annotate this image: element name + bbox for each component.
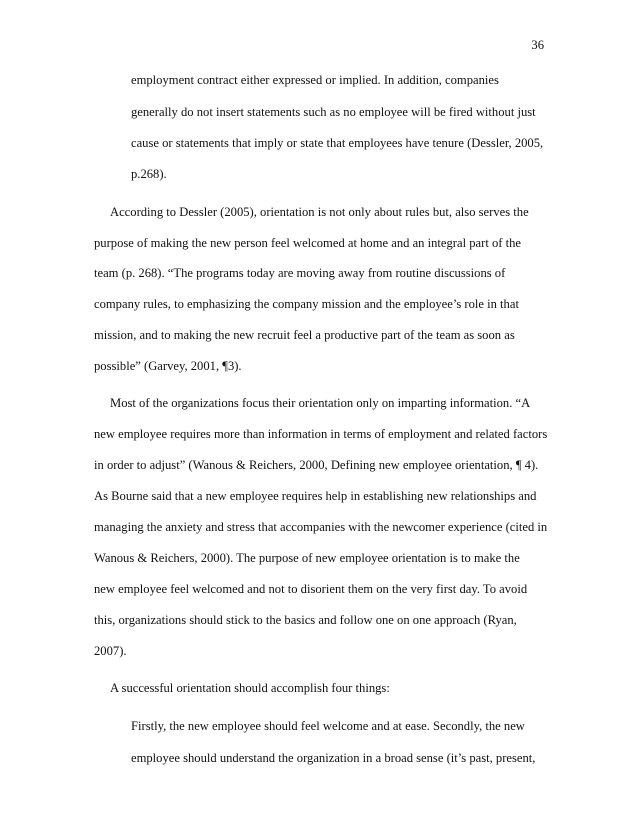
paragraph-line: managing the anxiety and stress that accompanies with the newcomer experience (cited in: [94, 520, 548, 534]
block-quote-line: generally do not insert statements such as no employee will be fired without just: [131, 105, 536, 119]
page-number: 36: [531, 38, 544, 52]
paragraph-line: this, organizations should stick to the basics and follow one on one approach (Ryan,: [94, 613, 517, 627]
paragraph-line: As Bourne said that a new employee requires help in establishing new relationships and: [94, 489, 537, 503]
paragraph-line: new employee feel welcomed and not to disorient them on the very first day. To avoid: [94, 582, 528, 596]
paragraph-line: A successful orientation should accomplish four things:: [110, 681, 390, 695]
paragraph-line: According to Dessler (2005), orientation is not only about rules but, also serves the: [110, 205, 529, 219]
block-quote-line: employee should understand the organization in a broad sense (it’s past, present,: [131, 751, 536, 765]
block-quote-line: p.268).: [131, 167, 167, 181]
paragraph-line: possible” (Garvey, 2001, ¶3).: [94, 359, 242, 373]
paragraph-line: mission, and to making the new recruit feel a productive part of the team as soon as: [94, 328, 515, 342]
paragraph-line: team (p. 268). “The programs today are moving away from routine discussions of: [94, 266, 506, 280]
paragraph-line: in order to adjust” (Wanous & Reichers, 2000, Defining new employee orientation, ¶ 4).: [94, 458, 539, 472]
block-quote-line: Firstly, the new employee should feel welcome and at ease. Secondly, the new: [131, 719, 525, 733]
paragraph-line: purpose of making the new person feel welcomed at home and an integral part of the: [94, 236, 521, 250]
paragraph-line: 2007).: [94, 644, 127, 658]
paragraph-line: new employee requires more than information in terms of employment and related factors: [94, 427, 548, 441]
paragraph-line: company rules, to emphasizing the company mission and the employee’s role in that: [94, 297, 519, 311]
block-quote-line: cause or statements that imply or state that employees have tenure (Dessler, 2005,: [131, 136, 544, 150]
block-quote-line: employment contract either expressed or implied. In addition, companies: [131, 73, 499, 87]
paragraph-line: Wanous & Reichers, 2000). The purpose of new employee orientation is to make the: [94, 551, 520, 565]
paragraph-line: Most of the organizations focus their orientation only on imparting information. “A: [110, 396, 531, 410]
